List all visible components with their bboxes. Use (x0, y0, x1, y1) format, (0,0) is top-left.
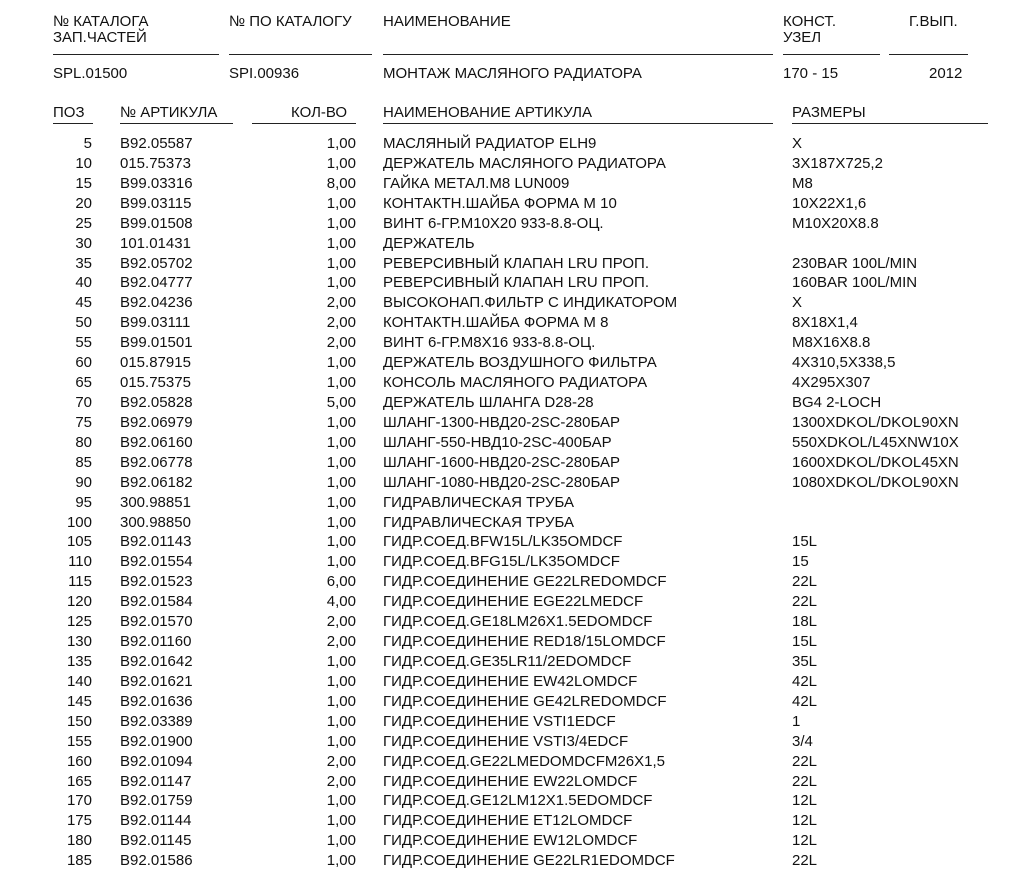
row-dimensions: 550XDKOL/L45XNW10X (792, 433, 959, 451)
row-position: 155 (66, 732, 92, 750)
row-article-name: ШЛАНГ-1080-НВД20-2SC-280БАР (383, 473, 620, 491)
row-dimensions: 1600XDKOL/DKOL45XN (792, 453, 959, 471)
row-article-number: B92.04777 (120, 274, 193, 292)
row-position: 180 (66, 832, 92, 850)
name-header: НАИМЕНОВАНИЕ (383, 13, 511, 30)
row-position: 45 (75, 294, 92, 312)
row-article-name: КОНТАКТН.ШАЙБА ФОРМА М 8 (383, 314, 609, 332)
row-quantity: 4,00 (326, 593, 356, 611)
row-position: 30 (75, 234, 92, 252)
row-article-number: B92.06778 (120, 453, 193, 471)
column-header-name: НАИМЕНОВАНИЕ АРТИКУЛА (383, 104, 592, 121)
row-dimensions: 42L (792, 692, 818, 710)
assembly-name-value: МОНТАЖ МАСЛЯНОГО РАДИАТОРА (383, 65, 642, 82)
row-article-name: ГИДР.СОЕДИНЕНИЕ EW12LOMDCF (383, 832, 638, 850)
row-article-name: ГИДР.СОЕДИНЕНИЕ ET12LOMDCF (383, 812, 633, 830)
row-article-number: 300.98851 (120, 493, 191, 511)
row-article-name: ГИДР.СОЕДИНЕНИЕ EGE22LMEDCF (383, 593, 644, 611)
row-dimensions: 4X295X307 (792, 374, 871, 392)
row-article-name: ГИДР.СОЕДИНЕНИЕ VSTI3/4EDCF (383, 732, 629, 750)
table-row (0, 333, 1024, 353)
row-article-number: B92.01147 (120, 772, 192, 790)
row-position: 135 (66, 652, 92, 670)
row-quantity: 1,00 (326, 194, 356, 212)
row-quantity: 1,00 (326, 533, 356, 551)
row-article-name: РЕВЕРСИВНЫЙ КЛАПАН LRU ПРОП. (383, 274, 649, 292)
catalog-position-value: SPI.00936 (229, 65, 300, 82)
row-position: 110 (68, 553, 92, 571)
row-quantity: 1,00 (326, 652, 356, 670)
table-row (0, 453, 1024, 473)
row-article-name: ДЕРЖАТЕЛЬ МАСЛЯНОГО РАДИАТОРА (383, 154, 666, 172)
year-value: 2012 (929, 65, 963, 82)
row-article-name: КОНСОЛЬ МАСЛЯНОГО РАДИАТОРА (383, 374, 648, 392)
row-position: 55 (75, 334, 92, 352)
row-position: 85 (75, 453, 92, 471)
row-article-number: B92.01584 (120, 593, 193, 611)
row-quantity: 1,00 (326, 852, 356, 870)
row-dimensions: X (792, 294, 803, 312)
row-quantity: 2,00 (326, 334, 356, 352)
table-row (0, 353, 1024, 373)
catalog-position-header-underline (229, 54, 372, 55)
table-row (0, 413, 1024, 433)
row-dimensions: 42L (792, 672, 818, 690)
row-article-number: 015.75375 (120, 374, 191, 392)
table-row (0, 692, 1024, 712)
row-quantity: 2,00 (326, 772, 356, 790)
column-header-pos: ПОЗ (53, 104, 85, 121)
row-article-name: ГИДРАВЛИЧЕСКАЯ ТРУБА (383, 493, 574, 511)
column-header-size-underline (792, 123, 988, 124)
row-quantity: 2,00 (326, 294, 356, 312)
table-row (0, 214, 1024, 234)
row-position: 185 (66, 852, 92, 870)
row-position: 175 (66, 812, 92, 830)
row-position: 100 (66, 513, 92, 531)
table-row (0, 313, 1024, 333)
row-position: 65 (75, 374, 92, 392)
row-article-number: B92.01143 (120, 533, 192, 551)
row-article-name: ШЛАНГ-1300-НВД20-2SC-280БАР (383, 413, 620, 431)
row-article-name: ГИДР.СОЕДИНЕНИЕ EW42LOMDCF (383, 672, 638, 690)
row-dimensions: 1300XDKOL/DKOL90XN (792, 413, 959, 431)
row-quantity: 1,00 (326, 274, 356, 292)
row-quantity: 1,00 (326, 433, 356, 451)
row-article-number: B92.05828 (120, 393, 193, 411)
row-position: 105 (66, 533, 92, 551)
table-row (0, 134, 1024, 154)
row-position: 75 (75, 413, 92, 431)
row-quantity: 1,00 (326, 254, 356, 272)
row-quantity: 1,00 (326, 812, 356, 830)
row-quantity: 1,00 (326, 154, 356, 172)
row-quantity: 1,00 (326, 692, 356, 710)
row-position: 15 (75, 174, 92, 192)
row-dimensions: 12L (792, 832, 818, 850)
row-dimensions: 8X18X1,4 (792, 314, 858, 332)
row-position: 140 (66, 672, 92, 690)
row-dimensions: 230BAR 100L/MIN (792, 254, 918, 272)
row-article-number: B92.04236 (120, 294, 193, 312)
year-header-underline (889, 54, 968, 55)
row-dimensions: 12L (792, 812, 818, 830)
row-dimensions: 35L (792, 652, 818, 670)
row-article-number: B92.03389 (120, 712, 193, 730)
table-row (0, 612, 1024, 632)
row-dimensions: BG4 2-LOCH (792, 393, 882, 411)
table-row (0, 791, 1024, 811)
row-position: 150 (66, 712, 92, 730)
row-quantity: 2,00 (326, 752, 356, 770)
row-article-number: 015.75373 (120, 154, 191, 172)
row-article-number: B92.06979 (120, 413, 193, 431)
table-row (0, 493, 1024, 513)
row-position: 35 (75, 254, 92, 272)
row-position: 25 (75, 214, 92, 232)
row-article-name: ГИДР.СОЕД.GE22LMEDOMDCFM26X1,5 (383, 752, 665, 770)
row-quantity: 1,00 (326, 354, 356, 372)
row-article-name: ГИДР.СОЕДИНЕНИЕ VSTI1EDCF (383, 712, 616, 730)
row-article-name: ВИНТ 6-ГР.M8X16 933-8.8-ОЦ. (383, 334, 596, 352)
row-article-name: ГИДР.СОЕД.BFG15L/LK35OMDCF (383, 553, 620, 571)
row-dimensions: 3X187X725,2 (792, 154, 883, 172)
row-article-name: ГИДР.СОЕДИНЕНИЕ RED18/15LOMDCF (383, 633, 666, 651)
row-article-name: ШЛАНГ-1600-НВД20-2SC-280БАР (383, 453, 620, 471)
row-article-number: 101.01431 (120, 234, 191, 252)
row-position: 20 (75, 194, 92, 212)
row-position: 80 (75, 433, 92, 451)
row-quantity: 1,00 (326, 553, 356, 571)
row-article-number: B92.05587 (120, 135, 193, 152)
row-quantity: 1,00 (326, 214, 356, 232)
column-header-qty-underline (252, 123, 356, 124)
row-article-name: ГИДР.СОЕД.GE12LM12X1.5EDOMDCF (383, 792, 653, 810)
parts-table-body (0, 134, 1024, 874)
row-dimensions: 22L (792, 852, 818, 870)
table-row (0, 712, 1024, 732)
row-article-name: ВИНТ 6-ГР.M10X20 933-8.8-ОЦ. (383, 214, 604, 232)
row-position: 40 (75, 274, 92, 292)
table-row (0, 811, 1024, 831)
row-position: 115 (68, 573, 92, 591)
row-article-number: B99.03316 (120, 174, 193, 192)
row-dimensions: 10X22X1,6 (792, 194, 867, 212)
table-row (0, 194, 1024, 214)
column-header-size: РАЗМЕРЫ (792, 104, 866, 121)
row-article-number: 015.87915 (120, 354, 191, 372)
row-quantity: 1,00 (326, 732, 356, 750)
row-article-number: B92.01759 (120, 792, 193, 810)
table-row (0, 572, 1024, 592)
row-dimensions: M10X20X8.8 (792, 214, 879, 232)
row-position: 170 (66, 792, 92, 810)
row-dimensions: 15 (792, 553, 809, 571)
row-dimensions: M8X16X8.8 (792, 334, 871, 352)
row-dimensions: X (792, 135, 803, 152)
row-position: 50 (75, 314, 92, 332)
row-position: 130 (66, 633, 92, 651)
row-quantity: 1,00 (326, 234, 356, 252)
row-quantity: 1,00 (326, 413, 356, 431)
year-header: Г.ВЫП. (909, 13, 958, 30)
row-article-number: B92.06160 (120, 433, 193, 451)
table-row (0, 154, 1024, 174)
row-dimensions: 3/4 (792, 732, 813, 750)
column-header-article-underline (120, 123, 233, 124)
row-article-name: ГИДР.СОЕД.GE18LM26X1.5EDOMDCF (383, 613, 653, 631)
row-quantity: 1,00 (326, 453, 356, 471)
row-position: 5 (83, 135, 92, 152)
row-article-name: ГИДР.СОЕДИНЕНИЕ EW22LOMDCF (383, 772, 638, 790)
row-dimensions: 4X310,5X338,5 (792, 354, 896, 372)
row-article-number: B92.01145 (120, 832, 192, 850)
row-position: 120 (66, 593, 92, 611)
row-article-number: B99.01501 (120, 334, 193, 352)
row-quantity: 1,00 (326, 374, 356, 392)
row-dimensions: 22L (792, 772, 818, 790)
row-quantity: 2,00 (326, 314, 356, 332)
table-row (0, 473, 1024, 493)
row-article-name: РЕВЕРСИВНЫЙ КЛАПАН LRU ПРОП. (383, 254, 649, 272)
row-quantity: 1,00 (326, 473, 356, 491)
row-position: 125 (66, 613, 92, 631)
row-article-name: ДЕРЖАТЕЛЬ (383, 234, 475, 252)
row-article-name: ДЕРЖАТЕЛЬ ШЛАНГА D28-28 (383, 393, 594, 411)
row-article-number: B92.01621 (120, 672, 193, 690)
row-dimensions: 15L (792, 633, 818, 651)
row-position: 10 (75, 154, 92, 172)
row-dimensions: 18L (792, 613, 818, 631)
table-row (0, 632, 1024, 652)
table-row (0, 293, 1024, 313)
row-article-number: 300.98850 (120, 513, 191, 531)
row-quantity: 1,00 (326, 832, 356, 850)
row-article-name: ГИДР.СОЕДИНЕНИЕ GE22LR1EDOMDCF (383, 852, 675, 870)
row-article-number: B92.01144 (120, 812, 192, 830)
row-article-number: B92.01570 (120, 613, 193, 631)
row-article-name: ГИДРАВЛИЧЕСКАЯ ТРУБА (383, 513, 574, 531)
table-row (0, 752, 1024, 772)
table-row (0, 433, 1024, 453)
row-dimensions: 22L (792, 573, 818, 591)
table-row (0, 851, 1024, 871)
table-row (0, 234, 1024, 254)
table-row (0, 532, 1024, 552)
table-row (0, 672, 1024, 692)
row-article-name: ГИДР.СОЕД.BFW15L/LK35OMDCF (383, 533, 623, 551)
column-header-pos-underline (53, 123, 93, 124)
table-row (0, 254, 1024, 274)
row-article-number: B92.01554 (120, 553, 193, 571)
table-row (0, 732, 1024, 752)
unit-header-underline (783, 54, 880, 55)
row-article-name: КОНТАКТН.ШАЙБА ФОРМА М 10 (383, 194, 617, 212)
row-dimensions: 15L (792, 533, 818, 551)
row-quantity: 6,00 (326, 573, 356, 591)
row-article-name: ВЫСОКОНАП.ФИЛЬТР С ИНДИКАТОРОМ (383, 294, 678, 312)
row-quantity: 1,00 (326, 672, 356, 690)
row-article-number: B99.03115 (120, 194, 192, 212)
row-dimensions: 1 (792, 712, 801, 730)
row-article-name: ГИДР.СОЕД.GE35LR11/2EDOMDCF (383, 652, 632, 670)
row-article-number: B92.01900 (120, 732, 193, 750)
row-article-name: ГИДР.СОЕДИНЕНИЕ GE22LREDOMDCF (383, 573, 667, 591)
row-position: 95 (75, 493, 92, 511)
row-quantity: 2,00 (326, 613, 356, 631)
row-dimensions: 160BAR 100L/MIN (792, 274, 918, 292)
row-dimensions: 22L (792, 752, 818, 770)
row-quantity: 1,00 (326, 712, 356, 730)
row-article-number: B92.01160 (120, 633, 192, 651)
row-article-name: ГИДР.СОЕДИНЕНИЕ GE42LREDOMDCF (383, 692, 667, 710)
row-article-number: B92.01642 (120, 652, 193, 670)
catalog-number-header-underline (53, 54, 219, 55)
catalog-number-header: № КАТАЛОГА ЗАП.ЧАСТЕЙ (53, 13, 149, 46)
row-quantity: 1,00 (326, 792, 356, 810)
catalog-number-value: SPL.01500 (53, 65, 128, 82)
table-row (0, 831, 1024, 851)
table-row (0, 552, 1024, 572)
row-position: 160 (66, 752, 92, 770)
row-article-name: ГАЙКА МЕТАЛ.M8 LUN009 (383, 174, 570, 192)
row-dimensions: 22L (792, 593, 818, 611)
column-header-qty: КОЛ-ВО (291, 104, 348, 121)
row-article-name: ШЛАНГ-550-НВД10-2SC-400БАР (383, 433, 612, 451)
table-row (0, 513, 1024, 533)
row-quantity: 8,00 (326, 174, 356, 192)
row-article-number: B99.03111 (120, 314, 191, 332)
row-article-number: B92.01523 (120, 573, 193, 591)
column-header-name-underline (383, 123, 773, 124)
row-position: 90 (75, 473, 92, 491)
row-quantity: 1,00 (326, 493, 356, 511)
row-position: 165 (66, 772, 92, 790)
row-quantity: 2,00 (326, 633, 356, 651)
row-article-number: B92.01636 (120, 692, 193, 710)
row-position: 70 (75, 393, 92, 411)
row-article-number: B92.01586 (120, 852, 193, 870)
column-header-article: № АРТИКУЛА (120, 104, 218, 121)
row-position: 60 (75, 354, 92, 372)
row-quantity: 5,00 (326, 393, 356, 411)
table-row (0, 652, 1024, 672)
row-dimensions: 1080XDKOL/DKOL90XN (792, 473, 959, 491)
table-row (0, 592, 1024, 612)
catalog-position-header: № ПО КАТАЛОГУ (229, 13, 352, 30)
table-row (0, 273, 1024, 293)
row-article-number: B92.01094 (120, 752, 193, 770)
row-article-name: ДЕРЖАТЕЛЬ ВОЗДУШНОГО ФИЛЬТРА (383, 354, 657, 372)
row-article-number: B92.06182 (120, 473, 193, 491)
table-row (0, 373, 1024, 393)
row-quantity: 1,00 (326, 135, 356, 152)
row-position: 145 (66, 692, 92, 710)
unit-value: 170 - 15 (783, 65, 839, 82)
table-row (0, 393, 1024, 413)
row-article-number: B99.01508 (120, 214, 193, 232)
row-article-name: МАСЛЯНЫЙ РАДИАТОР ELH9 (383, 135, 597, 152)
table-row (0, 772, 1024, 792)
row-quantity: 1,00 (326, 513, 356, 531)
name-header-underline (383, 54, 773, 55)
row-article-number: B92.05702 (120, 254, 193, 272)
unit-header: КОНСТ. УЗЕЛ (783, 13, 837, 46)
row-dimensions: 12L (792, 792, 818, 810)
table-row (0, 174, 1024, 194)
row-dimensions: M8 (792, 174, 813, 192)
